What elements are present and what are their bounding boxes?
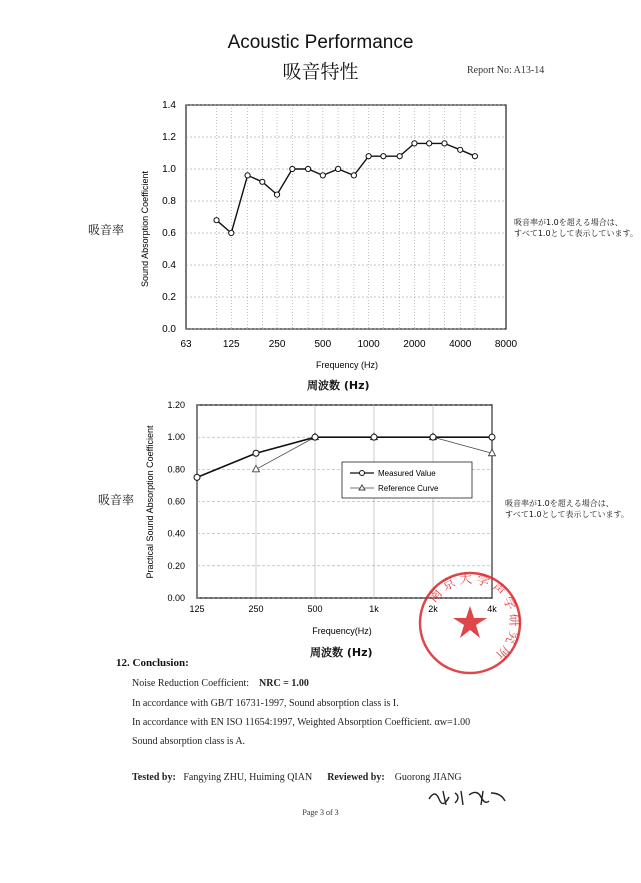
chart-1-x-tick-label: 1000: [357, 339, 380, 350]
chart-2-y-tick-label: 0.00: [167, 593, 185, 603]
report-number: Report No: A13-14: [467, 65, 545, 76]
chart-2-y-tick-label: 0.60: [167, 496, 185, 507]
chart-1-point: [412, 141, 417, 146]
chart-2-measured-point: [312, 434, 318, 440]
chart-2-measured-point: [371, 434, 377, 440]
nrc-value: NRC = 1.00: [259, 678, 309, 689]
chart-1-point: [320, 173, 325, 178]
chart-1-x-tick-label: 500: [314, 339, 332, 350]
chart-1-point: [306, 166, 311, 171]
note-2-line-1: 吸音率が1.0を超える場合は、: [505, 499, 614, 508]
chart-2-measured-point: [430, 434, 436, 440]
chart-1-point: [458, 147, 463, 152]
chart-1-x-tick-label: 8000: [494, 339, 518, 350]
chart-2-y-tick-label: 1.00: [167, 432, 185, 443]
side-label-1: 吸音率: [88, 223, 125, 237]
chart-1-point: [336, 166, 341, 171]
stamp-text: 南京大学声学研究所: [425, 570, 523, 665]
chart-1-y-axis-label: Sound Absorption Coefficient: [140, 171, 150, 287]
chart-1-point: [214, 218, 219, 223]
chart-1-point: [260, 179, 265, 184]
chart-2-legend-measured: Measured Value: [378, 469, 436, 478]
side-label-2: 吸音率: [98, 493, 135, 507]
nrc-label: Noise Reduction Coefficient:: [132, 678, 250, 689]
chart-1: [130, 95, 530, 385]
chart-1-point: [351, 173, 356, 178]
institute-stamp: [415, 568, 525, 678]
chart-1-point: [381, 154, 386, 159]
chart-1-point: [245, 173, 250, 178]
chart-1-grid: [186, 105, 506, 329]
note-2: [505, 498, 629, 520]
chart-1-x-tick-label: 125: [222, 339, 240, 350]
chart-1-point: [366, 154, 371, 159]
chart-1-y-tick-label: 0.8: [162, 196, 176, 207]
chart-1-point: [442, 141, 447, 146]
chart-1-x-ticks: [180, 339, 517, 350]
chart-2-y-ticks: [167, 400, 185, 603]
chart-1-y-tick-label: 0.4: [162, 260, 176, 271]
chart-1-y-tick-label: 1.2: [162, 132, 176, 143]
chart-1-y-tick-label: 0.2: [162, 292, 176, 303]
chart-2-y-axis-label: Practical Sound Absorption Coefficient: [145, 425, 155, 579]
conclusion-line-4: Sound absorption class is A.: [132, 736, 246, 747]
note-1: [514, 217, 638, 239]
chart-1-y-tick-label: 0.6: [162, 228, 176, 239]
chart-1-x-axis-label-cn: 周波数 (Hz): [307, 379, 370, 392]
chart-2-x-axis-label-cn: 周波数 (Hz): [310, 646, 373, 659]
chart-1-x-tick-label: 250: [268, 339, 286, 350]
chart-2-x-axis-label: Frequency(Hz): [312, 626, 372, 636]
note-1-line-2: すべて1.0として表示しています。: [514, 229, 638, 238]
chart-2-y-tick-label: 0.80: [167, 464, 185, 475]
chart-1-y-tick-label: 1.4: [162, 100, 176, 111]
chart-1-points: [214, 141, 478, 236]
chart-2-x-tick-label: 2k: [428, 604, 438, 614]
chart-2-y-tick-label: 0.40: [167, 528, 185, 539]
conclusion-line-3: In accordance with EN ISO 11654:1997, Weighted Absorption Coefficient. αw=1.00: [132, 717, 471, 728]
signoff-line: [132, 772, 462, 783]
chart-1-point: [397, 154, 402, 159]
note-1-line-1: 吸音率が1.0を超える場合は、: [514, 218, 623, 227]
chart-2-measured-point: [489, 434, 495, 440]
tested-by-names: Fangying ZHU, Huiming QIAN: [183, 772, 313, 783]
chart-1-point: [229, 230, 234, 235]
chart-1-x-tick-label: 63: [180, 339, 192, 350]
reviewed-by-name: Guorong JIANG: [394, 772, 462, 783]
chart-2-x-tick-label: 1k: [369, 604, 379, 614]
chart-1-point: [274, 192, 279, 197]
chart-2-legend: [342, 462, 472, 498]
document-title: Acoustic Performance: [227, 32, 414, 53]
chart-2-legend-reference: Reference Curve: [378, 484, 439, 493]
chart-2-y-tick-label: 0.20: [167, 560, 185, 571]
page-number: Page 3 of 3: [302, 808, 339, 817]
tested-by-label: Tested by:: [132, 772, 176, 783]
conclusion-line-2: In accordance with GB/T 16731-1997, Sound absorption class is I.: [132, 698, 399, 709]
reviewed-by-label: Reviewed by:: [327, 772, 385, 783]
note-2-line-2: すべて1.0として表示しています。: [505, 510, 629, 519]
chart-1-y-tick-label: 1.0: [162, 164, 176, 175]
chart-2-x-tick-label: 250: [248, 604, 264, 614]
chart-1-series-line: [217, 143, 475, 233]
chart-2-reference-point: [253, 465, 260, 472]
chart-2-measured-point: [253, 450, 259, 456]
conclusion-heading: 12. Conclusion:: [116, 657, 189, 669]
chart-1-frame: [186, 105, 506, 329]
chart-2-y-tick-label: 1.20: [167, 400, 185, 410]
chart-1-point: [427, 141, 432, 146]
chart-1-y-tick-label: 0.0: [162, 324, 176, 335]
chart-2-x-tick-label: 125: [189, 604, 205, 614]
handwritten-signature: [425, 785, 515, 809]
chart-2-x-tick-label: 500: [307, 604, 323, 614]
document-subtitle: 吸音特性: [282, 61, 359, 83]
chart-1-x-axis-label: Frequency (Hz): [315, 360, 379, 370]
chart-1-point: [472, 154, 477, 159]
chart-1-y-ticks: [162, 100, 176, 335]
nrc-line: [132, 678, 309, 689]
chart-1-point: [290, 166, 295, 171]
chart-1-x-tick-label: 2000: [403, 339, 426, 350]
chart-2-measured-point: [194, 474, 200, 480]
chart-2-x-tick-label: 4k: [487, 604, 497, 614]
chart-1-x-tick-label: 4000: [449, 339, 472, 350]
